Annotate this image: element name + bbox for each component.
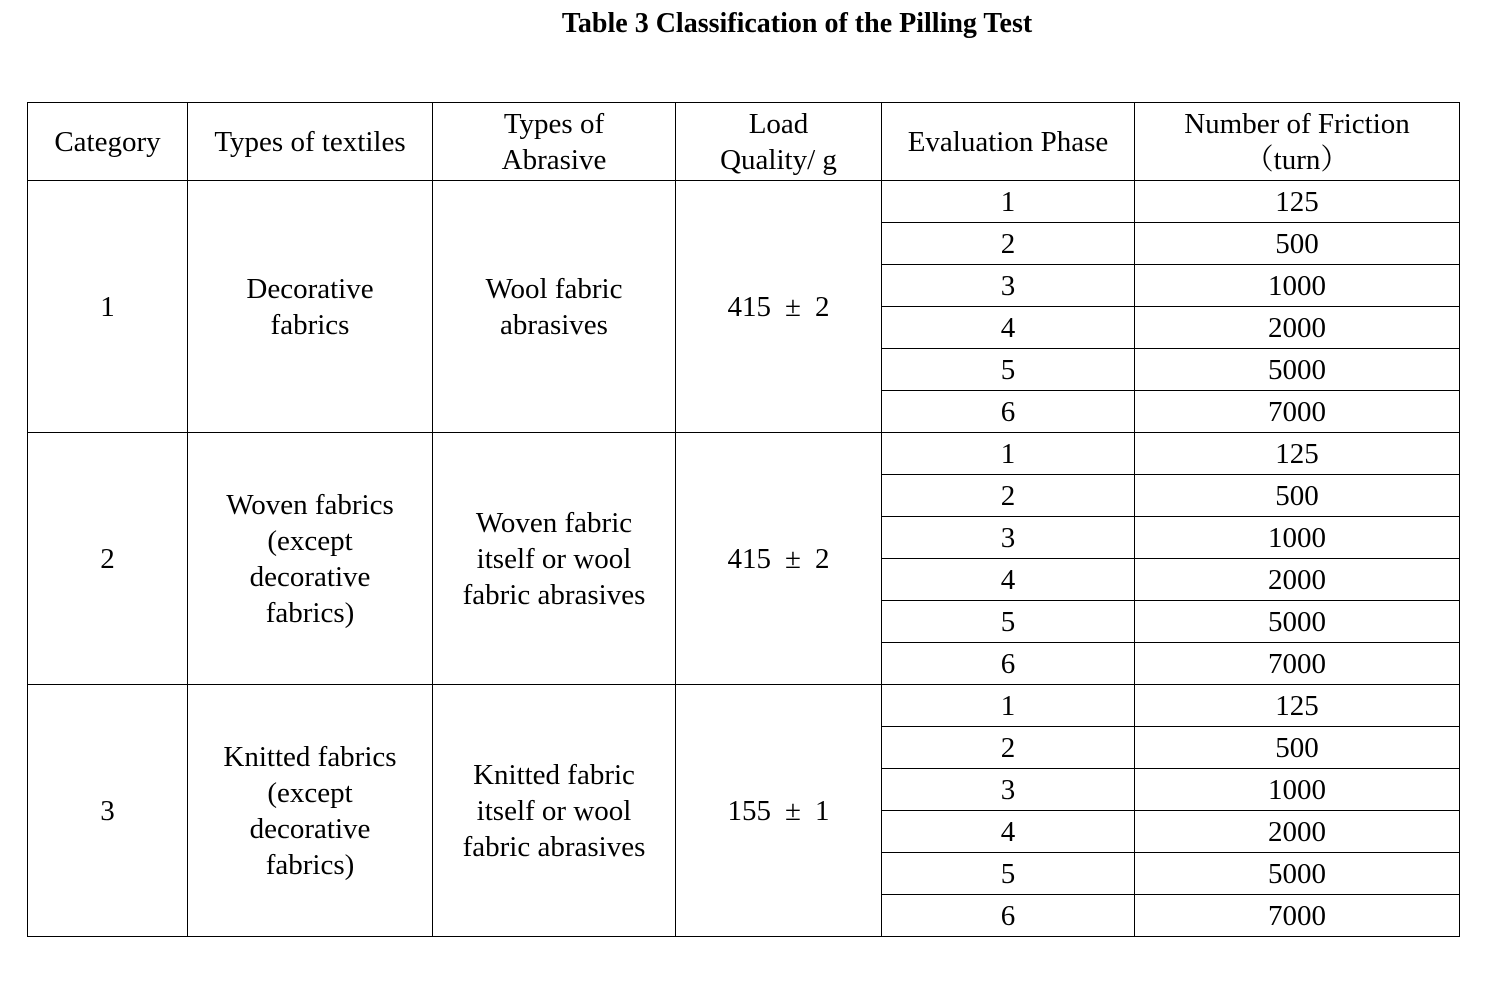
friction-count-cell: 5000 — [1135, 601, 1460, 643]
load-quality-cell — [676, 181, 882, 433]
evaluation-phase-cell: 2 — [882, 727, 1135, 769]
textile-type-line: fabrics) — [265, 596, 355, 629]
abrasive-type-line: Knitted fabric — [473, 758, 635, 791]
friction-count-cell: 2000 — [1135, 811, 1460, 853]
load-tolerance: 2 — [814, 542, 830, 575]
friction-count-cell: 7000 — [1135, 895, 1460, 937]
plus-minus-sign: ± — [785, 794, 801, 827]
abrasive-type-line: itself or wool — [476, 794, 632, 827]
table-title: Table 3 Classification of the Pilling Test — [561, 8, 1033, 39]
friction-count-cell: 500 — [1135, 475, 1460, 517]
abrasive-type-line: fabric abrasives — [462, 830, 646, 863]
header-friction-count — [1135, 103, 1460, 181]
textile-type-line: Woven fabrics — [226, 488, 394, 521]
friction-count-cell: 2000 — [1135, 307, 1460, 349]
header-abrasive-types — [433, 103, 676, 181]
evaluation-phase-cell: 5 — [882, 853, 1135, 895]
header-textile-types: Types of textiles — [188, 103, 433, 181]
friction-count-cell: 5000 — [1135, 349, 1460, 391]
category-cell: 3 — [28, 685, 188, 937]
evaluation-phase-cell: 3 — [882, 769, 1135, 811]
friction-count-cell: 500 — [1135, 727, 1460, 769]
load-value: 155 — [727, 794, 772, 827]
textile-type-cell — [188, 685, 433, 937]
header-friction-line-2: （turn） — [1244, 143, 1350, 176]
evaluation-phase-cell: 1 — [882, 433, 1135, 475]
header-category: Category — [28, 103, 188, 181]
evaluation-phase-cell: 4 — [882, 307, 1135, 349]
table-body — [28, 181, 1460, 937]
plus-minus-sign: ± — [785, 290, 801, 323]
header-friction-line-1: Number of Friction — [1184, 107, 1410, 140]
abrasive-type-line: Woven fabric — [475, 506, 633, 539]
textile-type-line: decorative — [249, 560, 371, 593]
header-load-line-2: Quality/ g — [720, 143, 837, 176]
evaluation-phase-cell: 1 — [882, 181, 1135, 223]
textile-type-cell — [188, 181, 433, 433]
evaluation-phase-cell: 1 — [882, 685, 1135, 727]
evaluation-phase-cell: 5 — [882, 601, 1135, 643]
abrasive-type-line: fabric abrasives — [462, 578, 646, 611]
friction-count-cell: 1000 — [1135, 769, 1460, 811]
abrasive-type-line: itself or wool — [476, 542, 632, 575]
evaluation-phase-cell: 5 — [882, 349, 1135, 391]
load-value: 415 — [727, 542, 772, 575]
friction-count-cell: 125 — [1135, 685, 1460, 727]
textile-type-line: fabrics) — [265, 848, 355, 881]
textile-type-line: decorative — [249, 812, 371, 845]
abrasive-type-cell — [433, 433, 676, 685]
header-abrasive-line-1: Types of — [503, 107, 605, 140]
evaluation-phase-cell: 6 — [882, 895, 1135, 937]
load-tolerance: 2 — [814, 290, 830, 323]
friction-count-cell: 7000 — [1135, 391, 1460, 433]
abrasive-type-cell — [433, 685, 676, 937]
load-quality-cell — [676, 685, 882, 937]
friction-count-cell: 500 — [1135, 223, 1460, 265]
friction-count-cell: 5000 — [1135, 853, 1460, 895]
evaluation-phase-cell: 6 — [882, 643, 1135, 685]
load-value: 415 — [727, 290, 772, 323]
abrasive-type-line: Wool fabric — [485, 272, 623, 305]
table-row — [28, 433, 1460, 475]
textile-type-cell — [188, 433, 433, 685]
textile-type-line: Knitted fabrics — [223, 740, 397, 773]
plus-minus-sign: ± — [785, 542, 801, 575]
evaluation-phase-cell: 4 — [882, 559, 1135, 601]
category-cell: 2 — [28, 433, 188, 685]
header-load-line-1: Load — [748, 107, 809, 140]
evaluation-phase-cell: 6 — [882, 391, 1135, 433]
abrasive-type-cell — [433, 181, 676, 433]
table-row — [28, 181, 1460, 223]
header-row — [28, 103, 1460, 181]
header-abrasive-line-2: Abrasive — [501, 143, 607, 176]
friction-count-cell: 125 — [1135, 433, 1460, 475]
category-cell: 1 — [28, 181, 188, 433]
friction-count-cell: 1000 — [1135, 265, 1460, 307]
load-tolerance: 1 — [814, 794, 830, 827]
header-load-quality — [676, 103, 882, 181]
evaluation-phase-cell: 4 — [882, 811, 1135, 853]
friction-count-cell: 125 — [1135, 181, 1460, 223]
evaluation-phase-cell: 3 — [882, 517, 1135, 559]
abrasive-type-line: abrasives — [500, 308, 608, 341]
textile-type-line: fabrics — [270, 308, 350, 341]
friction-count-cell: 1000 — [1135, 517, 1460, 559]
pilling-test-table — [27, 102, 1460, 937]
evaluation-phase-cell: 2 — [882, 223, 1135, 265]
friction-count-cell: 2000 — [1135, 559, 1460, 601]
textile-type-line: (except — [267, 776, 353, 809]
table-row — [28, 685, 1460, 727]
textile-type-line: Decorative — [246, 272, 374, 305]
evaluation-phase-cell: 3 — [882, 265, 1135, 307]
load-quality-cell — [676, 433, 882, 685]
header-evaluation-phase: Evaluation Phase — [882, 103, 1135, 181]
evaluation-phase-cell: 2 — [882, 475, 1135, 517]
textile-type-line: (except — [267, 524, 353, 557]
friction-count-cell: 7000 — [1135, 643, 1460, 685]
